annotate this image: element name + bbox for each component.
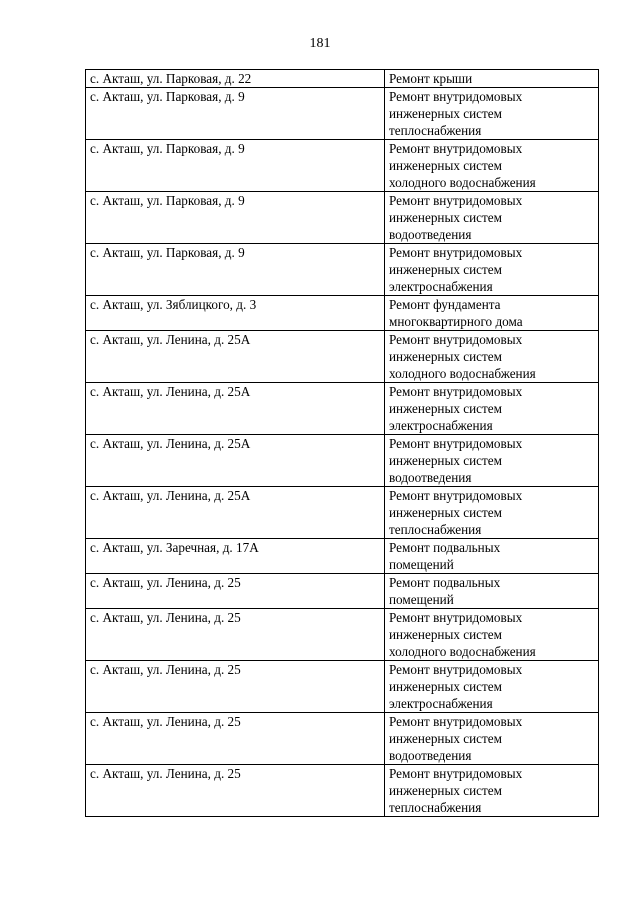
work-cell (385, 661, 599, 713)
work-cell (385, 244, 599, 296)
table-row (86, 88, 599, 140)
work-cell (385, 296, 599, 331)
work-cell (385, 574, 599, 609)
page-number: 181 (309, 36, 331, 51)
address-text: с. Акташ, ул. Ленина, д. 25 (90, 610, 241, 625)
table-body (86, 70, 599, 817)
address-text: с. Акташ, ул. Ленина, д. 25 (90, 575, 241, 590)
work-line: помещений (389, 557, 454, 572)
table-row (86, 574, 599, 609)
work-line: инженерных систем (389, 210, 502, 225)
address-text: с. Акташ, ул. Парковая, д. 9 (90, 193, 245, 208)
table-row (86, 487, 599, 539)
work-line: теплоснабжения (389, 522, 482, 537)
work-line: Ремонт внутридомовых (389, 384, 523, 399)
work-cell (385, 539, 599, 574)
work-line: Ремонт внутридомовых (389, 610, 523, 625)
work-line: инженерных систем (389, 627, 502, 642)
work-cell (385, 487, 599, 539)
work-line: Ремонт внутридомовых (389, 488, 523, 503)
work-line: Ремонт внутридомовых (389, 332, 523, 347)
address-text: с. Акташ, ул. Ленина, д. 25А (90, 384, 251, 399)
address-cell (86, 539, 385, 574)
address-cell (86, 192, 385, 244)
work-cell (385, 383, 599, 435)
address-cell (86, 435, 385, 487)
address-text: с. Акташ, ул. Парковая, д. 22 (90, 71, 252, 86)
work-line: Ремонт подвальных (389, 575, 501, 590)
work-cell (385, 88, 599, 140)
work-line: холодного водоснабжения (389, 175, 536, 190)
work-line: помещений (389, 592, 454, 607)
work-line: водоотведения (389, 748, 472, 763)
work-cell (385, 765, 599, 817)
work-line: Ремонт крыши (389, 71, 473, 86)
work-line: инженерных систем (389, 401, 502, 416)
address-cell (86, 609, 385, 661)
work-line: Ремонт внутридомовых (389, 89, 523, 104)
work-line: Ремонт внутридомовых (389, 766, 523, 781)
work-line: инженерных систем (389, 349, 502, 364)
table-row (86, 713, 599, 765)
work-line: Ремонт внутридомовых (389, 193, 523, 208)
table-row (86, 70, 599, 88)
work-line: инженерных систем (389, 679, 502, 694)
work-line: Ремонт внутридомовых (389, 141, 523, 156)
work-line: Ремонт подвальных (389, 540, 501, 555)
address-cell (86, 88, 385, 140)
work-line: электроснабжения (389, 279, 493, 294)
work-line: Ремонт внутридомовых (389, 245, 523, 260)
work-cell (385, 70, 599, 88)
address-text: с. Акташ, ул. Ленина, д. 25А (90, 488, 251, 503)
work-cell (385, 331, 599, 383)
work-line: инженерных систем (389, 783, 502, 798)
work-line: инженерных систем (389, 262, 502, 277)
table-row (86, 244, 599, 296)
address-text: с. Акташ, ул. Ленина, д. 25А (90, 436, 251, 451)
address-cell (86, 296, 385, 331)
work-line: инженерных систем (389, 106, 502, 121)
address-text: с. Акташ, ул. Парковая, д. 9 (90, 141, 245, 156)
work-line: инженерных систем (389, 505, 502, 520)
table-row (86, 296, 599, 331)
address-cell (86, 244, 385, 296)
table-row (86, 539, 599, 574)
address-cell (86, 661, 385, 713)
address-text: с. Акташ, ул. Зяблицкого, д. 3 (90, 297, 257, 312)
work-line: Ремонт внутридомовых (389, 714, 523, 729)
table-row (86, 383, 599, 435)
work-line: холодного водоснабжения (389, 366, 536, 381)
work-line: холодного водоснабжения (389, 644, 536, 659)
work-line: теплоснабжения (389, 123, 482, 138)
work-line: водоотведения (389, 227, 472, 242)
address-cell (86, 765, 385, 817)
work-cell (385, 713, 599, 765)
table-row (86, 192, 599, 244)
address-cell (86, 140, 385, 192)
work-cell (385, 192, 599, 244)
address-text: с. Акташ, ул. Ленина, д. 25 (90, 662, 241, 677)
address-text: с. Акташ, ул. Ленина, д. 25 (90, 766, 241, 781)
address-cell (86, 383, 385, 435)
work-line: Ремонт внутридомовых (389, 662, 523, 677)
work-line: инженерных систем (389, 453, 502, 468)
address-text: с. Акташ, ул. Парковая, д. 9 (90, 89, 245, 104)
work-line: водоотведения (389, 470, 472, 485)
address-cell (86, 713, 385, 765)
table-row (86, 140, 599, 192)
address-text: с. Акташ, ул. Парковая, д. 9 (90, 245, 245, 260)
address-cell (86, 70, 385, 88)
repair-works-table (85, 69, 599, 817)
work-line: инженерных систем (389, 731, 502, 746)
address-cell (86, 331, 385, 383)
table-row (86, 435, 599, 487)
address-text: с. Акташ, ул. Ленина, д. 25А (90, 332, 251, 347)
work-cell (385, 435, 599, 487)
address-cell (86, 487, 385, 539)
table-row (86, 661, 599, 713)
work-line: электроснабжения (389, 696, 493, 711)
table-row (86, 609, 599, 661)
work-line: Ремонт внутридомовых (389, 436, 523, 451)
work-cell (385, 609, 599, 661)
work-line: теплоснабжения (389, 800, 482, 815)
work-line: многоквартирного дома (389, 314, 523, 329)
table-row (86, 331, 599, 383)
address-text: с. Акташ, ул. Заречная, д. 17А (90, 540, 259, 555)
work-cell (385, 140, 599, 192)
work-line: инженерных систем (389, 158, 502, 173)
address-cell (86, 574, 385, 609)
table-row (86, 765, 599, 817)
work-line: Ремонт фундамента (389, 297, 501, 312)
work-line: электроснабжения (389, 418, 493, 433)
address-text: с. Акташ, ул. Ленина, д. 25 (90, 714, 241, 729)
